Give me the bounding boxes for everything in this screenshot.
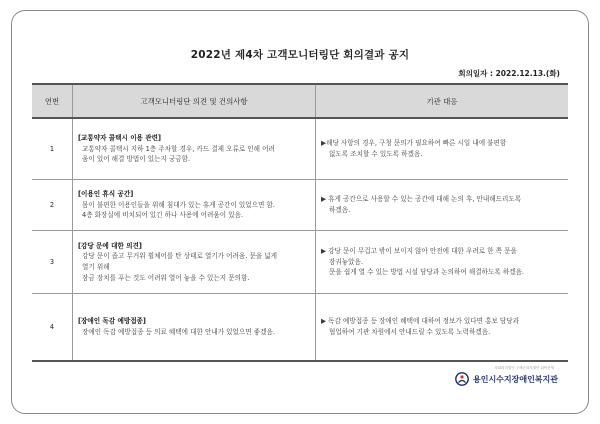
opinion-line: 장애인 독감 예방접종 등 의료 혜택에 대한 안내가 있었으면 좋겠음. [82,328,275,336]
response-line: ▶해당 사항의 경우, 구청 문의가 필요하여 빠른 시일 내에 불편함 [321,139,507,148]
opinion-line: 움이 있어 해결 방법이 있는지 궁금함. [82,155,191,164]
table-row [32,180,568,231]
row-number: 1 [32,118,73,180]
row-number: 3 [32,231,73,294]
opinion-line: 강당 문이 좁고 무거워 휠체어를 탄 상태로 열기가 어려움. 문을 넓게 [82,252,278,261]
response-line: 문을 쉽게 열 수 있는 방법 시설 담당과 논의하여 해결하도록 하겠음. [329,268,525,277]
opinion-cell [73,294,316,362]
response-line: 잠궈놓았음. [329,257,363,266]
page-title: 2022년 제4차 고객모니터링단 회의결과 공지 [190,49,410,61]
opinion-cell [73,231,316,294]
opinion-line: 교통약자 콜택시 지하 1층 주차할 경우, 카드 결제 오류로 인해 어려 [82,144,275,153]
header-opinion: 고객모니터링단 의견 및 건의사항 [73,84,316,118]
opinion-line: 4층 화장실에 비치되어 있긴 하나 사용에 어려움이 있음. [82,211,244,220]
response-cell [316,231,569,294]
logo-text: 용인시수지장애인복지관 [472,374,558,384]
opinion-subject: [강당 문에 대한 의견] [78,241,142,250]
opinion-line: 몸이 불편한 이용인들을 위해 침대가 있는 휴게 공간이 있었으면 함. [82,200,275,209]
table-row [32,118,568,180]
row-number: 4 [32,294,73,362]
table-header-row [32,84,568,118]
logo-emblem-icon [455,372,469,386]
response-cell [316,294,569,362]
opinion-subject: [이용인 휴식 공간] [78,189,134,198]
opinion-cell [73,118,316,180]
opinion-line: 열기 위해 [82,263,110,271]
row-number: 2 [32,180,73,231]
meeting-date: 회의일자 : 2022.12.13.(화) [458,69,560,78]
opinion-subject: [교통약자 콜택시 이용 관련] [78,133,161,142]
response-line: ▶ 강당 문이 무겁고 밖이 보이지 않아 안전에 대한 우려로 한 쪽 문을 [321,246,517,255]
response-line: 협업하여 기관 차원에서 안내드릴 수 있도록 노력하겠음. [329,328,491,336]
opinion-line: 잠금 장치를 푸는 것도 어려워 열어 놓을 수 있는지 문의함. [82,273,250,282]
opinion-cell [73,180,316,231]
organization-logo [455,372,558,386]
header-response: 기관 대응 [316,84,569,118]
response-line: ▶ 독감 예방접종 등 장애인 혜택에 대하여 정보가 있다면 홍보 담당과 [321,317,520,326]
table-row [32,294,568,362]
response-line: 하겠음. [329,206,351,214]
logo-tagline: 사회복지법인 구세군복지재단 위탁운영 [494,366,554,370]
header-number: 연번 [32,84,73,118]
opinion-subject: [장애인 독감 예방접종] [78,317,146,326]
response-cell [316,180,569,231]
minutes-table [32,83,568,362]
response-line: ▶ 휴게 공간으로 사용할 수 있는 공간에 대해 논의 후, 안내해드리도록 [321,195,522,204]
response-line: 없도록 조치할 수 있도록 하겠음. [329,150,423,158]
table-row [32,231,568,294]
response-cell [316,118,569,180]
